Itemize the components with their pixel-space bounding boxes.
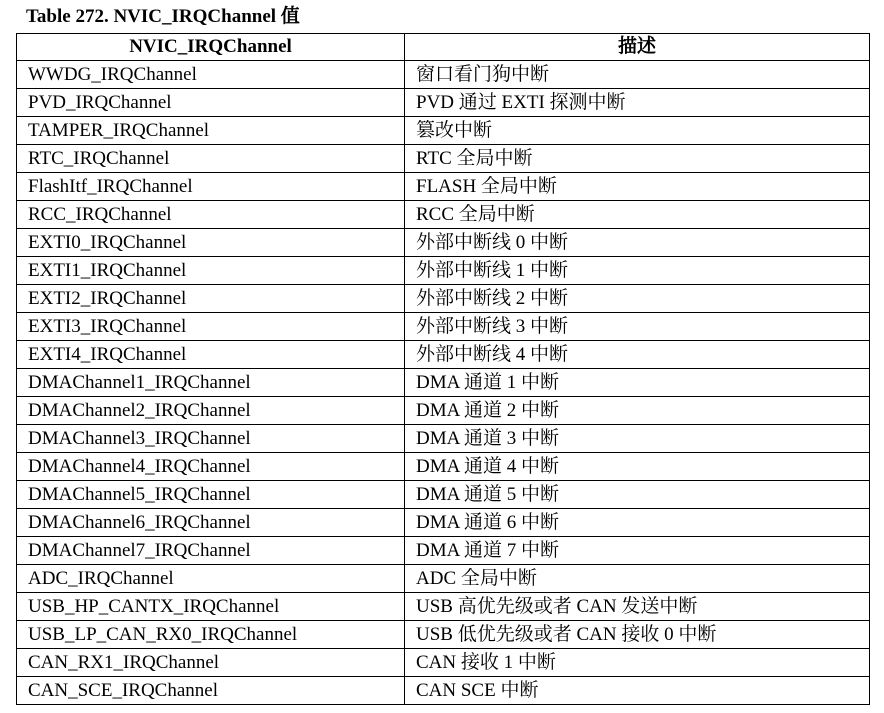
table-header-row [17,34,870,61]
column-header-description: 描述 [405,34,870,61]
channel-cell: RCC_IRQChannel [17,201,405,229]
table-row [17,257,870,285]
description-cell: DMA 通道 6 中断 [405,509,870,537]
table-caption: Table 272. NVIC_IRQChannel 值 [26,6,300,27]
table-row [17,201,870,229]
table-row [17,173,870,201]
table-row [17,145,870,173]
description-cell: ADC 全局中断 [405,565,870,593]
description-cell: 外部中断线 4 中断 [405,341,870,369]
description-cell: 窗口看门狗中断 [405,61,870,89]
table-row [17,89,870,117]
channel-cell: DMAChannel4_IRQChannel [17,453,405,481]
description-cell: USB 低优先级或者 CAN 接收 0 中断 [405,621,870,649]
description-cell: FLASH 全局中断 [405,173,870,201]
description-cell: DMA 通道 5 中断 [405,481,870,509]
channel-cell: EXTI2_IRQChannel [17,285,405,313]
channel-cell: USB_LP_CAN_RX0_IRQChannel [17,621,405,649]
description-cell: RCC 全局中断 [405,201,870,229]
table-row [17,61,870,89]
channel-cell: CAN_SCE_IRQChannel [17,677,405,705]
nvic-irq-channel-table [16,33,870,705]
channel-cell: EXTI4_IRQChannel [17,341,405,369]
table-row [17,397,870,425]
channel-cell: DMAChannel1_IRQChannel [17,369,405,397]
table-row [17,453,870,481]
description-cell: 外部中断线 2 中断 [405,285,870,313]
channel-cell: USB_HP_CANTX_IRQChannel [17,593,405,621]
table-row [17,117,870,145]
table-row [17,593,870,621]
channel-cell: EXTI3_IRQChannel [17,313,405,341]
channel-cell: WWDG_IRQChannel [17,61,405,89]
channel-cell: DMAChannel3_IRQChannel [17,425,405,453]
table-row [17,369,870,397]
table-row [17,285,870,313]
table-row [17,649,870,677]
channel-cell: RTC_IRQChannel [17,145,405,173]
channel-cell: TAMPER_IRQChannel [17,117,405,145]
column-header-channel: NVIC_IRQChannel [17,34,405,61]
description-cell: RTC 全局中断 [405,145,870,173]
channel-cell: FlashItf_IRQChannel [17,173,405,201]
table-row [17,621,870,649]
description-cell: CAN SCE 中断 [405,677,870,705]
channel-cell: CAN_RX1_IRQChannel [17,649,405,677]
description-cell: DMA 通道 2 中断 [405,397,870,425]
description-cell: USB 高优先级或者 CAN 发送中断 [405,593,870,621]
description-cell: PVD 通过 EXTI 探测中断 [405,89,870,117]
channel-cell: EXTI1_IRQChannel [17,257,405,285]
channel-cell: DMAChannel7_IRQChannel [17,537,405,565]
channel-cell: DMAChannel6_IRQChannel [17,509,405,537]
table-row [17,677,870,705]
table-row [17,313,870,341]
description-cell: CAN 接收 1 中断 [405,649,870,677]
description-cell: DMA 通道 7 中断 [405,537,870,565]
table-row [17,425,870,453]
description-cell: DMA 通道 1 中断 [405,369,870,397]
description-cell: 外部中断线 3 中断 [405,313,870,341]
table-row [17,229,870,257]
description-cell: DMA 通道 3 中断 [405,425,870,453]
description-cell: 篡改中断 [405,117,870,145]
channel-cell: EXTI0_IRQChannel [17,229,405,257]
channel-cell: PVD_IRQChannel [17,89,405,117]
channel-cell: DMAChannel2_IRQChannel [17,397,405,425]
table-row [17,341,870,369]
description-cell: 外部中断线 0 中断 [405,229,870,257]
table-row [17,481,870,509]
table-row [17,565,870,593]
table-row [17,509,870,537]
channel-cell: DMAChannel5_IRQChannel [17,481,405,509]
description-cell: 外部中断线 1 中断 [405,257,870,285]
channel-cell: ADC_IRQChannel [17,565,405,593]
description-cell: DMA 通道 4 中断 [405,453,870,481]
table-row [17,537,870,565]
